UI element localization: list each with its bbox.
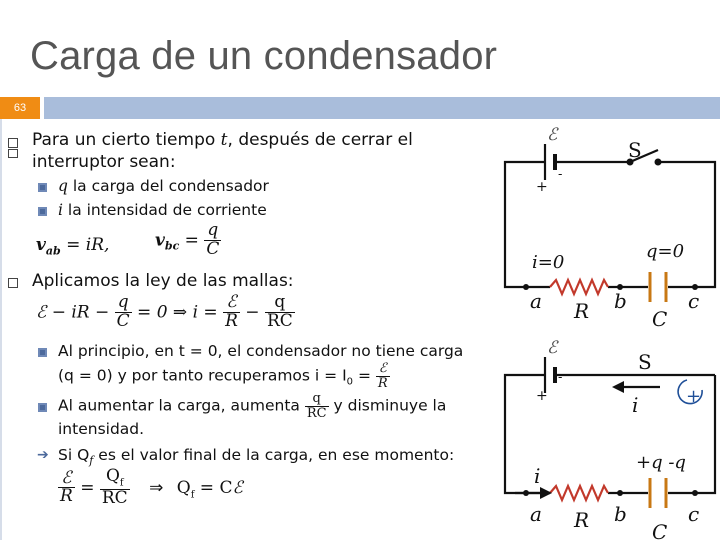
bullet-square-icon [8, 149, 18, 158]
charge-label: +q -q [636, 452, 686, 473]
charge-label: q=0 [646, 241, 685, 262]
emf-label: ℰ [547, 125, 558, 145]
mesh-equation: ℰ − iR − $\frac{q}{C}$ = 0 ⇒ i = $\frac{\text{ℰ}}{R}$ − $\frac{q}{RC}$ [36, 292, 293, 331]
paragraph-1-line-2: interruptor sean: [32, 152, 176, 172]
arrow-bullet-icon: ➔ [37, 446, 49, 462]
plus-label: + [536, 179, 548, 195]
paragraph-1-line-1: Para un cierto tiempo t, después de cerrar el [32, 130, 413, 150]
switch-label: S [628, 138, 642, 162]
sub-bullet-icon [38, 403, 47, 412]
circuit-diagram-top [490, 122, 720, 332]
capacitor-label: C [652, 520, 668, 540]
sub-bullet-initial-line-1: Al principio, en t = 0, el condensador no tiene carga [58, 342, 464, 360]
node-b-label: b [614, 502, 627, 526]
circuit-diagram-bottom [490, 335, 720, 540]
sub-bullet-icon [38, 183, 47, 192]
node-a-label: a [530, 289, 542, 313]
sub-bullet-charge: q la carga del condensador [58, 177, 269, 195]
paragraph-2: Aplicamos la ley de las mallas: [32, 271, 294, 291]
header-bar [44, 97, 720, 119]
bullet-square-icon [8, 138, 18, 148]
current-top-label: i [632, 393, 639, 417]
resistor-label: R [574, 508, 590, 532]
equation-vab: $v_{ab}$ = iR, [36, 235, 110, 258]
switch-label: S [638, 350, 652, 374]
minus-label: - [558, 370, 563, 385]
sub-bullet-icon [38, 207, 47, 216]
sub-bullet-icon [38, 348, 47, 357]
emf-label: ℰ [547, 338, 558, 358]
node-c-label: c [688, 502, 700, 526]
bullet-square-icon [8, 278, 18, 288]
sub-bullet-final-charge: Si $Q_f$ es el valor final de la carga, en ese momento: [58, 446, 455, 468]
sub-bullet-initial-line-2: (q = 0) y por tanto recuperamos $i = I_0$ = $\frac{\text{ℰ}}{R}$ [58, 361, 388, 391]
final-equation: $\frac{\text{ℰ}}{R}$ = $\frac{Q_f}{RC}$ ⇒ $Q_f$ = Cℰ [60, 466, 243, 508]
current-left-label: i [534, 464, 541, 488]
sub-bullet-increase-line-1: Al aumentar la carga, aumenta $\frac{q}{RC}$ y disminuye la [58, 391, 447, 421]
rotation-sign: + [686, 386, 702, 407]
capacitor-label: C [652, 307, 668, 331]
resistor-label: R [574, 299, 590, 323]
slide-title: Carga de un condensador [30, 34, 498, 78]
node-c-label: c [688, 289, 700, 313]
node-a-label: a [530, 502, 542, 526]
slide-number: 63 [0, 97, 40, 119]
sub-bullet-current: i la intensidad de corriente [58, 201, 267, 219]
sub-bullet-increase-line-2: intensidad. [58, 420, 145, 438]
current-label: i=0 [532, 252, 565, 273]
plus-label: + [536, 388, 548, 404]
equation-vbc: $v_{bc}$ = $\frac{q}{C}$ [155, 220, 220, 259]
node-b-label: b [614, 289, 627, 313]
minus-label: - [558, 167, 563, 182]
left-rule [0, 119, 2, 540]
